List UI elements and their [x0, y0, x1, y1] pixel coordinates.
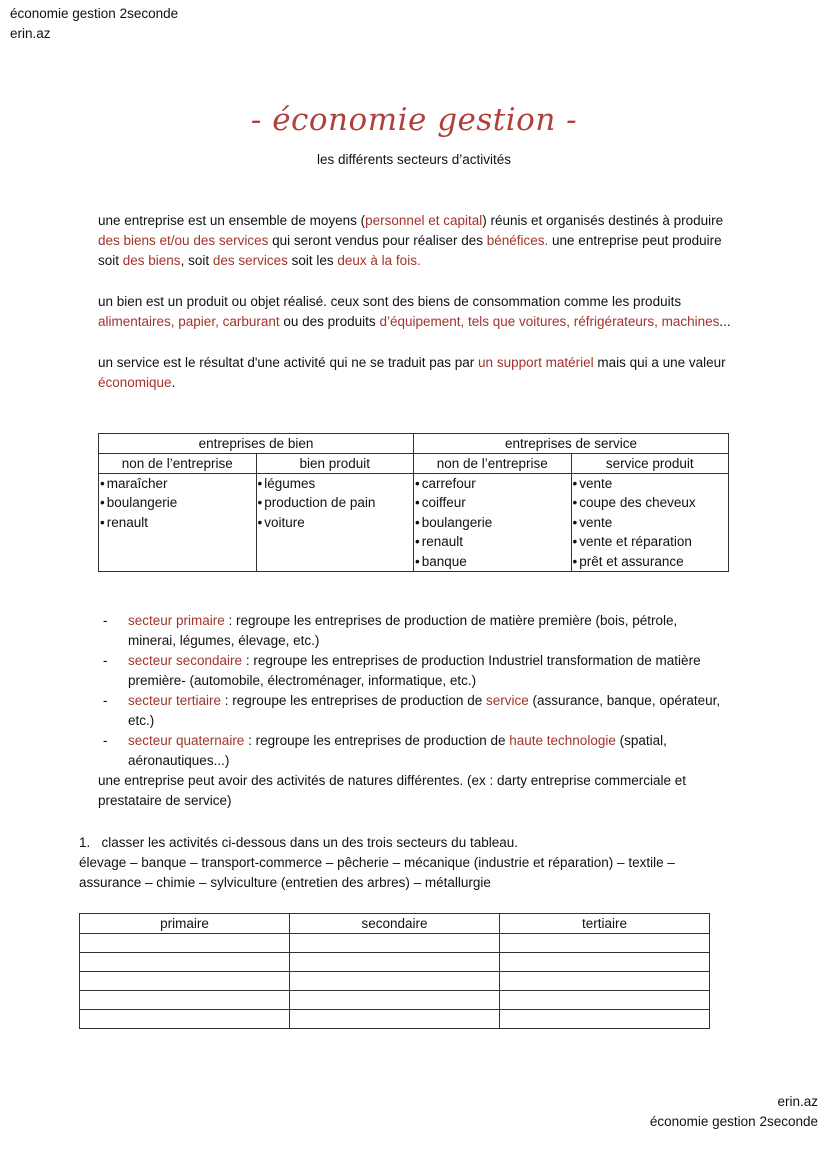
text: une entreprise peut produire soit [98, 233, 722, 268]
text: : regroupe les entreprises de production de [221, 693, 486, 708]
table-cell[interactable] [80, 991, 290, 1010]
table-cell[interactable] [80, 953, 290, 972]
paragraph-entreprise [98, 211, 738, 271]
text: : regroupe les entreprises de production de matière première (bois, pétrole, minerai, légumes, élevage, etc.) [128, 613, 678, 648]
page-header [10, 4, 178, 44]
table-cell[interactable] [500, 1010, 710, 1029]
list-item: • production de pain [258, 493, 413, 512]
text: un service est le résultat d'une activité qui ne se traduit pas par [98, 355, 479, 370]
list-item: • vente [573, 474, 728, 493]
page-title: - économie gestion - [250, 102, 578, 138]
list-item: • légumes [258, 474, 413, 493]
column-header: non de l’entreprise [414, 454, 572, 474]
table-cell[interactable] [80, 972, 290, 991]
highlight: personnel et capital [365, 213, 483, 228]
list-item: • vente et réparation [573, 532, 728, 551]
table-row [80, 1010, 710, 1029]
text: mais qui a une valeur [593, 355, 726, 370]
table-cell[interactable] [80, 1010, 290, 1029]
text: ... [719, 314, 731, 329]
table-cell[interactable] [290, 972, 500, 991]
text: (spatial, aéronautiques...) [128, 733, 667, 768]
table-cell[interactable] [500, 972, 710, 991]
table-cell[interactable] [290, 991, 500, 1010]
column-header: non de l’entreprise [99, 454, 257, 474]
highlight: alimentaires, papier, carburant [98, 314, 280, 329]
list-item: • renault [415, 532, 571, 551]
sectors-list [98, 611, 728, 811]
column-header-primaire: primaire [80, 914, 290, 934]
text: un bien est un produit ou objet réalisé. ceux sont des biens de consommation comme les produits [98, 294, 682, 309]
highlight: des services [212, 253, 288, 268]
table-cell[interactable] [290, 934, 500, 953]
enterprises-table [98, 433, 729, 572]
table-header-row [80, 914, 710, 934]
highlight: haute technologie [509, 733, 616, 748]
sector-name: secteur quaternaire [128, 733, 245, 748]
text: : regroupe les entreprises de production de [244, 733, 510, 748]
table-group-row [99, 434, 729, 454]
table-header-row [99, 454, 729, 474]
table-row [80, 934, 710, 953]
list-item: • boulangerie [100, 493, 256, 512]
highlight: bénéfices. [486, 233, 549, 248]
footer-author: erin.az [777, 1094, 818, 1109]
exercise-activities: élevage – banque – transport-commerce – pêcherie – mécanique (industrie et réparation) – textile – assurance – chimie – sylviculture (entretien des arbres) – métallurgie [79, 855, 675, 890]
table-cell [571, 474, 728, 572]
group-header-bien: entreprises de bien [99, 434, 414, 454]
list-item: • boulangerie [415, 513, 571, 532]
text: classer les activités ci-dessous dans un des trois secteurs du tableau. [101, 835, 518, 850]
list [258, 474, 413, 532]
header-course: économie gestion 2seconde [10, 6, 179, 21]
text: qui seront vendus pour réaliser des [268, 233, 487, 248]
column-header: service produit [571, 454, 728, 474]
list [415, 474, 571, 571]
header-author: erin.az [10, 26, 51, 41]
highlight: un support matériel [478, 355, 594, 370]
text: : regroupe les entreprises de production Industriel transformation de matière première- (automobile, électroménager, informatique, etc.) [128, 653, 701, 688]
table-row [80, 991, 710, 1010]
list [100, 474, 256, 532]
column-header-tertiaire: tertiaire [500, 914, 710, 934]
sector-item-primaire [98, 611, 728, 651]
footer-course: économie gestion 2seconde [649, 1114, 818, 1129]
text: une entreprise est un ensemble de moyens ( [98, 213, 366, 228]
list-item: • vente [573, 513, 728, 532]
sector-item-secondaire [98, 651, 728, 691]
list-item: • carrefour [415, 474, 571, 493]
table-row [80, 972, 710, 991]
table-cell[interactable] [500, 953, 710, 972]
text: , soit [180, 253, 213, 268]
list-item: • coiffeur [415, 493, 571, 512]
text: (assurance, banque, opérateur, etc.) [128, 693, 721, 728]
highlight: des biens [122, 253, 181, 268]
sectors-table [79, 913, 710, 1029]
list-item: • coupe des cheveux [573, 493, 728, 512]
page-subtitle: les différents secteurs d’activités [316, 152, 512, 167]
text: . [171, 375, 176, 390]
page-footer [650, 1092, 818, 1132]
sectors-note: une entreprise peut avoir des activités de natures différentes. (ex : darty entreprise commerciale et prestataire de service) [98, 773, 687, 808]
table-cell[interactable] [290, 1010, 500, 1029]
highlight: service [485, 693, 529, 708]
highlight: économique [98, 375, 172, 390]
group-header-service: entreprises de service [414, 434, 729, 454]
table-row [80, 953, 710, 972]
highlight: deux à la fois. [337, 253, 421, 268]
column-header-secondaire: secondaire [290, 914, 500, 934]
sector-item-tertiaire [98, 691, 728, 731]
table-cell[interactable] [500, 934, 710, 953]
sector-name: secteur primaire [128, 613, 225, 628]
sector-name: secteur tertiaire [128, 693, 222, 708]
list-item: • renault [100, 513, 256, 532]
table-cell[interactable] [290, 953, 500, 972]
table-cell [414, 474, 572, 572]
list-item: • maraîcher [100, 474, 256, 493]
text: soit les [287, 253, 338, 268]
table-cell[interactable] [500, 991, 710, 1010]
table-row [99, 474, 729, 572]
exercise-instruction [79, 833, 739, 853]
exercise-number: 1. [79, 835, 91, 850]
exercise [79, 833, 739, 893]
paragraph-service [98, 353, 738, 393]
table-cell [99, 474, 257, 572]
sector-name: secteur secondaire [128, 653, 243, 668]
text: ou des produits [279, 314, 380, 329]
highlight: d’équipement, tels que voitures, réfrigérateurs, machines [379, 314, 720, 329]
text: ) réunis et organisés destinés à produire [482, 213, 724, 228]
table-cell [256, 474, 413, 572]
highlight: des biens et/ou des services [98, 233, 269, 248]
list-item: • prêt et assurance [573, 552, 728, 571]
paragraph-bien [98, 292, 738, 332]
list-item: • voiture [258, 513, 413, 532]
table-cell[interactable] [80, 934, 290, 953]
column-header: bien produit [256, 454, 413, 474]
list [573, 474, 728, 571]
list-item: • banque [415, 552, 571, 571]
sector-item-quaternaire [98, 731, 728, 771]
